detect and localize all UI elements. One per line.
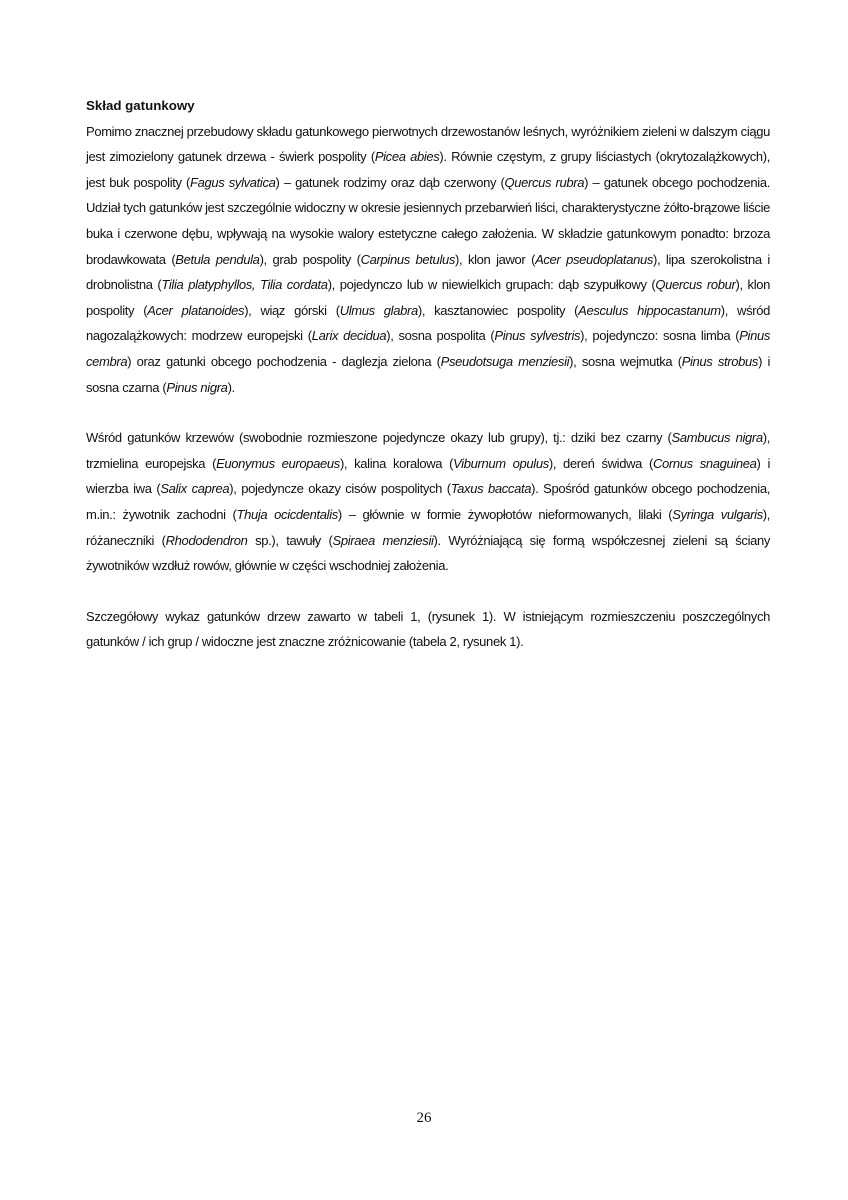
text-run: ). Spośród gatunków obcego pochodzenia, m.in.: żywotnik zachodni ( <box>86 481 770 522</box>
species-latin-name: Fagus sylvatica <box>190 174 276 190</box>
text-run: ), klon pospolity ( <box>86 277 770 318</box>
section-heading: Skład gatunkowy <box>86 98 195 113</box>
species-latin-name: Carpinus betulus <box>360 251 456 267</box>
text-run: ), klon jawor ( <box>455 251 536 267</box>
paragraph-species-list-reference <box>86 604 770 655</box>
text-run: ), wśród nagozalążkowych: modrzew europejski ( <box>86 302 770 344</box>
species-latin-name: Thuja ocicdentalis <box>236 506 338 522</box>
text-run: ), kalina koralowa ( <box>339 455 454 471</box>
species-latin-name: Pseudotsuga menziesii <box>440 353 570 369</box>
species-latin-name: Acer pseudoplatanus <box>535 251 653 267</box>
species-latin-name: Tilia platyphyllos, Tilia cordata <box>161 277 328 293</box>
page-content <box>86 93 770 655</box>
text-run: ), grab pospolity ( <box>259 251 361 267</box>
species-latin-name: Pinus strobus <box>681 353 759 369</box>
species-latin-name: Betula pendula <box>175 251 260 267</box>
paragraph-tree-species <box>86 119 770 401</box>
text-run: ) – gatunek rodzimy oraz dąb czerwony ( <box>275 174 505 190</box>
species-latin-name: Quercus rubra <box>504 174 585 190</box>
species-latin-name: Ulmus glabra <box>339 302 418 318</box>
text-run: ). <box>227 379 235 395</box>
text-run: Pomimo znacznej przebudowy składu gatunkowego pierwotnych drzewostanów leśnych, wyróżnikiem zieleni w dalszym ciągu jest zimozielony gatunek drzewa - świerk pospolity ( <box>86 123 770 165</box>
species-latin-name: Spiraea menziesii <box>332 532 434 548</box>
species-latin-name: Picea abies <box>374 149 440 165</box>
text-run: ), kasztanowiec pospolity ( <box>417 302 579 318</box>
species-latin-name: Acer platanoides <box>147 302 245 318</box>
species-latin-name: Rhododendron <box>165 532 248 548</box>
text-run: ) – głównie w formie żywopłotów nieformowanych, lilaki ( <box>337 506 673 522</box>
text-run: Wśród gatunków krzewów (swobodnie rozmieszone pojedyncze okazy lub grupy), tj.: dziki bez czarny ( <box>86 430 672 446</box>
text-run: ), lipa szerokolistna i drobnolistna ( <box>86 251 770 293</box>
species-latin-name: Aesculus hippocastanum <box>578 302 721 318</box>
text-run: ) – gatunek obcego pochodzenia. Udział tych gatunków jest szczególnie widoczny w okresie jesiennych przebarwień liści, charakterystyczne żółto-brązowe liście buka i czerwone dębu, wpływają na wysokie walory estetyczne całego założenia. W składzie gatunkowym ponadto: brzoza brodawkowata ( <box>86 174 770 267</box>
text-run: ). Równie częstym, z grupy liściastych (okrytozalążkowych), jest buk pospolity ( <box>86 149 771 190</box>
page-number: 26 <box>416 1110 432 1126</box>
text-run: ), sosna pospolita ( <box>386 328 495 344</box>
species-latin-name: Sambucus nigra <box>671 430 763 446</box>
species-latin-name: Euonymus europaeus <box>216 455 340 471</box>
species-latin-name: Larix decidua <box>311 328 387 344</box>
text-run: ), pojedynczo: sosna limba ( <box>580 328 740 344</box>
text-run: sp.), tawuły ( <box>247 532 333 548</box>
text-run: ) oraz gatunki obcego pochodzenia - daglezja zielona ( <box>127 353 441 369</box>
paragraph-shrub-species <box>86 425 770 579</box>
species-latin-name: Pinus nigra <box>166 379 228 395</box>
species-latin-name: Taxus baccata <box>450 481 532 497</box>
text-run: ), różaneczniki ( <box>86 506 771 548</box>
species-latin-name: Pinus cembra <box>86 328 771 369</box>
text-run: ), wiąz górski ( <box>244 302 340 318</box>
text-run: Szczegółowy wykaz gatunków drzew zawarto w tabeli 1, (rysunek 1). W istniejącym rozmieszczeniu poszczególnych gatunków / ich grup / widoczne jest znaczne zróżnicowanie (tabela 2, rysunek 1). <box>86 608 770 650</box>
species-latin-name: Syringa vulgaris <box>672 506 763 522</box>
text-run: ), dereń świdwa ( <box>548 455 653 471</box>
species-latin-name: Salix caprea <box>160 481 230 497</box>
text-run: ), sosna wejmutka ( <box>569 353 682 369</box>
text-run: ) i sosna czarna ( <box>86 353 770 395</box>
text-run: ). Wyróżniającą się formą współczesnej zieleni są ściany żywotników wzdłuż rowów, głównie w części wschodniej założenia. <box>86 532 771 574</box>
species-latin-name: Quercus robur <box>655 277 736 293</box>
text-run: ) i wierzba iwa ( <box>86 455 771 497</box>
text-run: ), trzmielina europejska ( <box>86 430 770 471</box>
species-latin-name: Viburnum opulus <box>453 455 549 471</box>
species-latin-name: Pinus sylvestris <box>494 328 581 344</box>
species-latin-name: Cornus snaguinea <box>652 455 757 471</box>
text-run: ), pojedyncze okazy cisów pospolitych ( <box>229 481 451 497</box>
text-run: ), pojedynczo lub w niewielkich grupach: dąb szypułkowy ( <box>327 277 656 293</box>
